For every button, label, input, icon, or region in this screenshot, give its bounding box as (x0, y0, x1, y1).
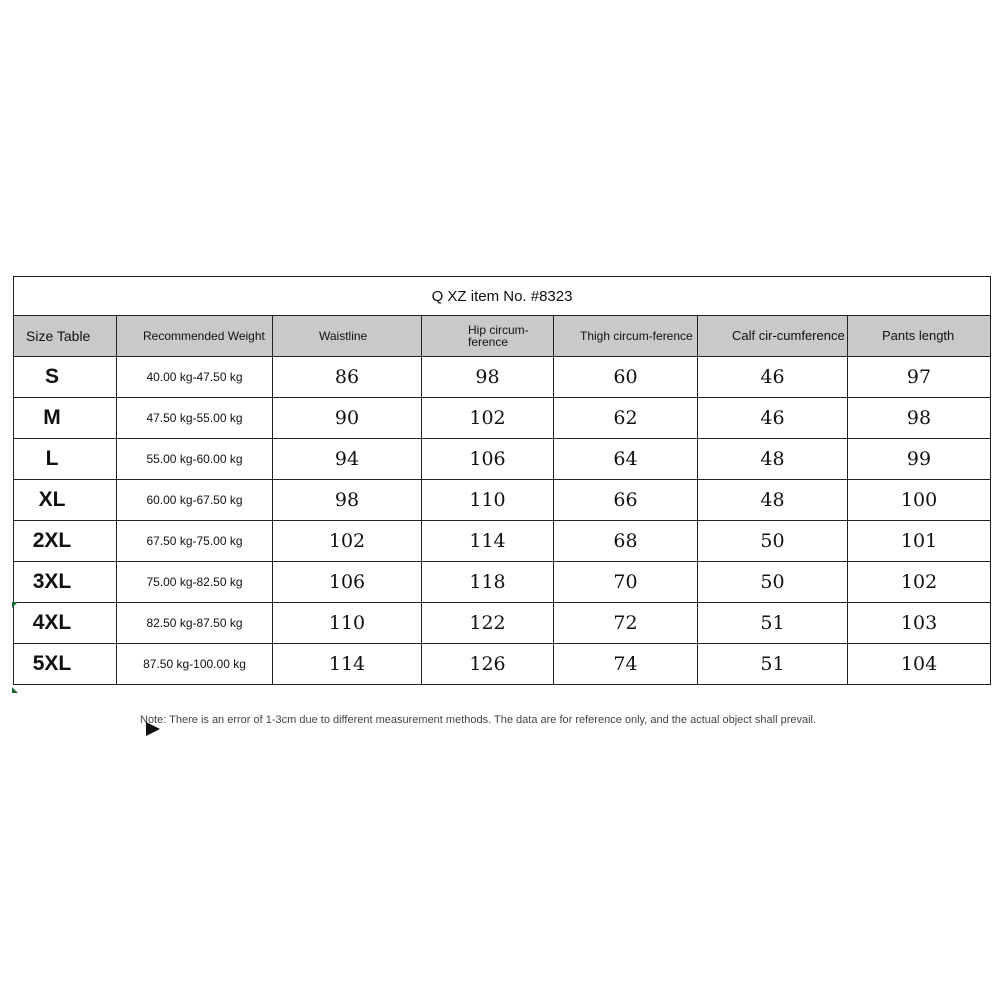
table-row (14, 521, 991, 562)
thigh-value: 68 (554, 521, 698, 562)
thigh-value: 72 (554, 603, 698, 644)
table-row (14, 439, 991, 480)
pants-length-value: 103 (848, 603, 991, 644)
calf-value: 50 (698, 521, 848, 562)
size-label: M (14, 398, 117, 439)
size-label: L (14, 439, 117, 480)
header-waistline: Waistline (273, 316, 422, 357)
thigh-value: 70 (554, 562, 698, 603)
weight-range: 60.00 kg-67.50 kg (117, 480, 273, 521)
weight-range: 67.50 kg-75.00 kg (117, 521, 273, 562)
waistline-value: 114 (273, 644, 422, 685)
item-title: Q XZ item No. #8323 (14, 277, 991, 316)
hip-value: 114 (422, 521, 554, 562)
waistline-value: 106 (273, 562, 422, 603)
weight-range: 47.50 kg-55.00 kg (117, 398, 273, 439)
pants-length-value: 99 (848, 439, 991, 480)
calf-value: 48 (698, 439, 848, 480)
size-label: 2XL (14, 521, 117, 562)
size-chart-table (13, 276, 991, 685)
table-row (14, 644, 991, 685)
pants-length-value: 101 (848, 521, 991, 562)
header-hip-circumference: Hip circum-ference (422, 316, 554, 357)
header-size-table: Size Table (14, 316, 117, 357)
waistline-value: 86 (273, 357, 422, 398)
thigh-value: 60 (554, 357, 698, 398)
calf-value: 46 (698, 398, 848, 439)
measurement-note: Note: There is an error of 1-3cm due to different measurement methods. The data are for reference only, and the actual object shall prevail. (140, 714, 817, 726)
header-recommended-weight: Recommended Weight (117, 316, 273, 357)
hip-value: 106 (422, 439, 554, 480)
weight-range: 82.50 kg-87.50 kg (117, 603, 273, 644)
header-row (14, 316, 991, 357)
table-row (14, 357, 991, 398)
pants-length-value: 102 (848, 562, 991, 603)
size-label: 5XL (14, 644, 117, 685)
size-label: XL (14, 480, 117, 521)
pants-length-value: 104 (848, 644, 991, 685)
pants-length-value: 98 (848, 398, 991, 439)
calf-value: 46 (698, 357, 848, 398)
table-row (14, 603, 991, 644)
hip-value: 122 (422, 603, 554, 644)
calf-value: 51 (698, 603, 848, 644)
weight-range: 87.50 kg-100.00 kg (117, 644, 273, 685)
table-row (14, 480, 991, 521)
size-label: 4XL (14, 603, 117, 644)
hip-value: 110 (422, 480, 554, 521)
hip-value: 118 (422, 562, 554, 603)
table-row (14, 562, 991, 603)
play-arrow-icon (146, 722, 160, 736)
thigh-value: 74 (554, 644, 698, 685)
header-pants-length: Pants length (848, 316, 991, 357)
weight-range: 40.00 kg-47.50 kg (117, 357, 273, 398)
corner-marker (12, 602, 18, 608)
hip-value: 98 (422, 357, 554, 398)
pants-length-value: 97 (848, 357, 991, 398)
calf-value: 51 (698, 644, 848, 685)
waistline-value: 110 (273, 603, 422, 644)
waistline-value: 90 (273, 398, 422, 439)
size-label: S (14, 357, 117, 398)
weight-range: 75.00 kg-82.50 kg (117, 562, 273, 603)
size-rows (14, 357, 991, 685)
thigh-value: 64 (554, 439, 698, 480)
pants-length-value: 100 (848, 480, 991, 521)
hip-value: 102 (422, 398, 554, 439)
corner-marker (12, 687, 18, 693)
waistline-value: 94 (273, 439, 422, 480)
thigh-value: 62 (554, 398, 698, 439)
size-label: 3XL (14, 562, 117, 603)
weight-range: 55.00 kg-60.00 kg (117, 439, 273, 480)
table-row (14, 398, 991, 439)
waistline-value: 102 (273, 521, 422, 562)
header-calf-circumference: Calf cir-cumference (698, 316, 848, 357)
calf-value: 48 (698, 480, 848, 521)
thigh-value: 66 (554, 480, 698, 521)
calf-value: 50 (698, 562, 848, 603)
hip-value: 126 (422, 644, 554, 685)
waistline-value: 98 (273, 480, 422, 521)
header-thigh-circumference: Thigh circum-ference (554, 316, 698, 357)
